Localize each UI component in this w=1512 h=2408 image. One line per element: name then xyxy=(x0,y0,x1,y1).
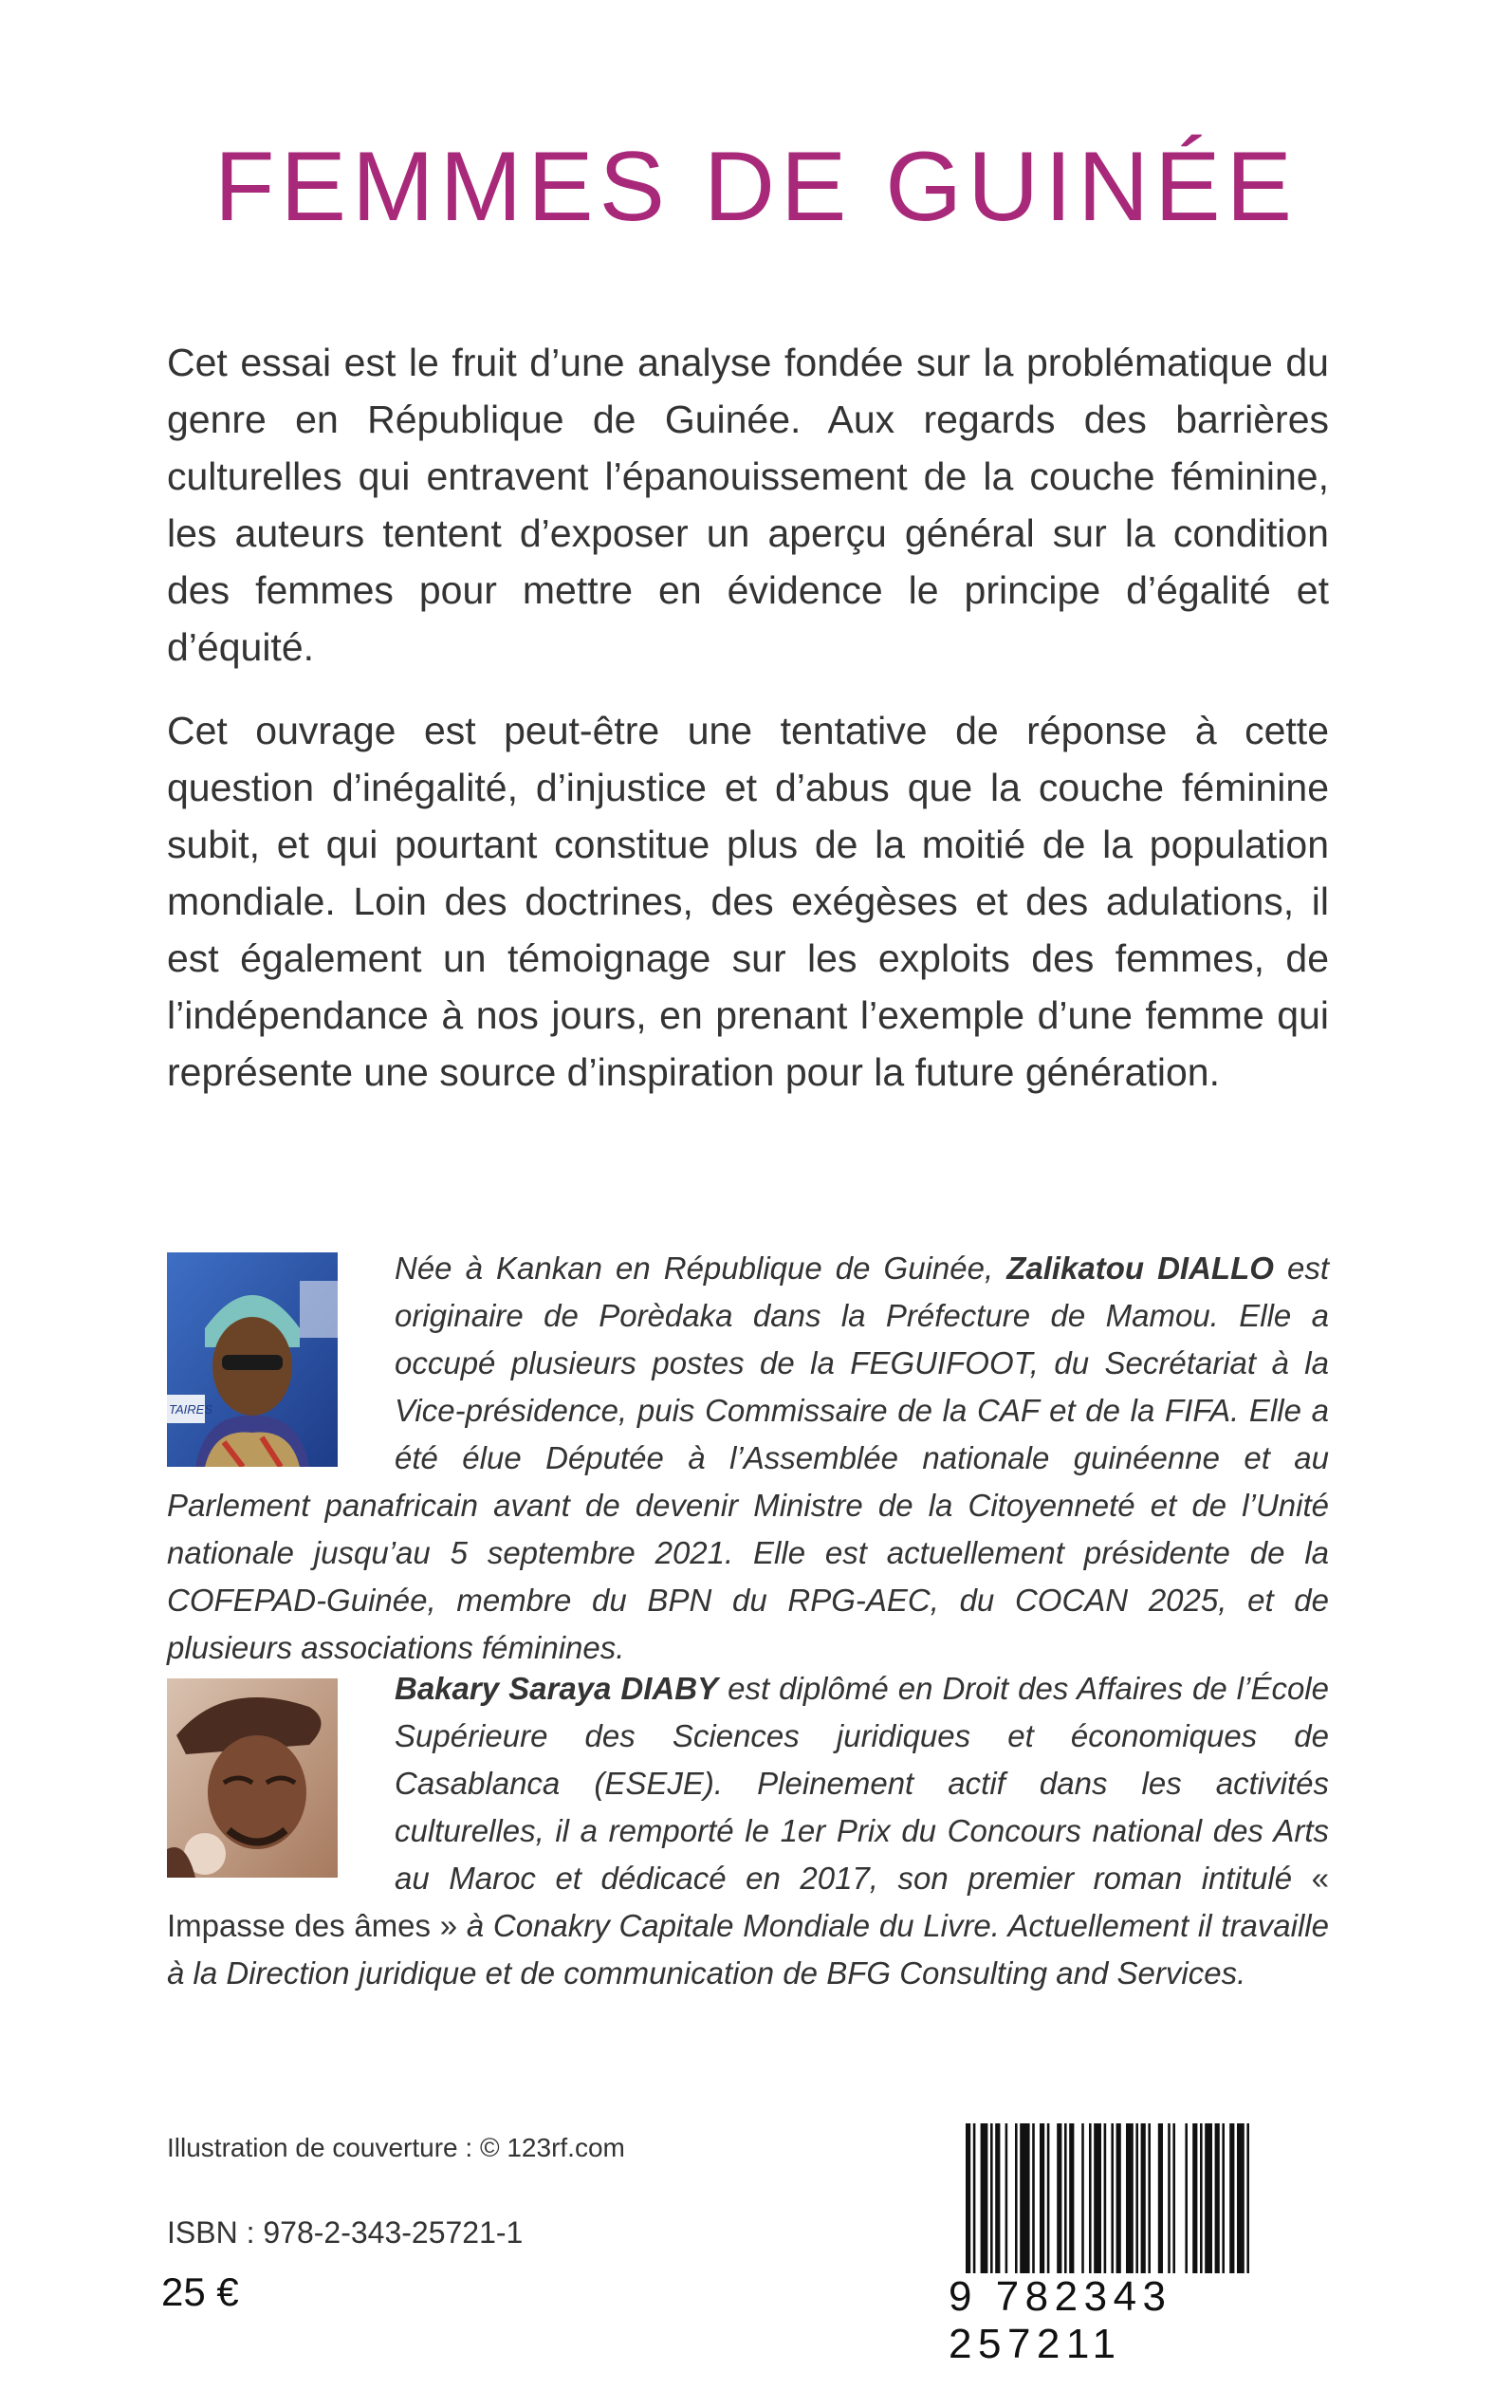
price: 25 € xyxy=(161,2269,239,2314)
isbn: ISBN : 978-2-343-25721-1 xyxy=(167,2215,524,2250)
bio-text-end: à Conakry Capitale Mondiale du Livre. Actuellement il travaille à la Direction juridique et de communication de BFG Consulting and Services. xyxy=(167,1908,1329,1991)
cover-credit: Illustration de couverture : © 123rf.com xyxy=(167,2133,625,2162)
synopsis-paragraph-1: Cet essai est le fruit d’une analyse fondée sur la problématique du genre en République de Guinée. Aux regards des barrières culturelles qui entravent l’épanouissement de la couche féminine, les auteurs tentent d’exposer un aperçu général sur la condition des femmes pour mettre en évidence le principe d’égalité et d’équité. xyxy=(167,341,1329,669)
author-name-diallo: Zalikatou DIALLO xyxy=(1006,1250,1274,1286)
photo-banner-text: TAIRES xyxy=(169,1402,212,1417)
synopsis-paragraph-2: Cet ouvrage est peut-être une tentative de réponse à cette question d’inégalité, d’injustice et d’abus que la couche féminine subit, et qui pourtant constitue plus de la moitié de la population mondiale. Loin des doctrines, des exégèses et des adulations, il est également un témoignage sur les exploits des femmes, de l’indépendance à nos jours, en prenant l’exemple d’une femme qui représente une source d’inspiration pour la future génération. xyxy=(167,709,1329,1094)
bio-text: est diplômé en Droit des Affaires de l’École Supérieure des Sciences juridiques et économiques de Casablanca (ESEJE). Pleinement actif dans les activités culturelles, il a remporté le 1er Prix du Concours national des Arts au Maroc et dédicacé en 2017, son premier roman intitulé xyxy=(395,1671,1329,1896)
author-name-diaby: Bakary Saraya DIABY xyxy=(395,1671,719,1706)
barcode-digits: 9 782343 257211 xyxy=(949,2273,1337,2368)
novel-title: « Impasse des âmes » xyxy=(167,1861,1329,1943)
synopsis xyxy=(167,334,1329,1127)
book-title: FEMMES DE GUINÉE xyxy=(214,132,1298,242)
bio-text: est originaire de Porèdaka dans la Préfecture de Mamou. Elle a occupé plusieurs postes de la FEGUIFOOT, du Secrétariat à la Vice-présidence, puis Commissaire de la CAF et de la FIFA. Elle a été élue Députée à l’Assemblée nationale guinéenne et au Parlement panafricain avant de devenir Ministre de la Citoyenneté et de l’Unité nationale jusqu’au 5 septembre 2021. Elle est actuellement présidente de la COFEPAD-Guinée, membre du BPN du RPG-AEC, du COCAN 2025, et de plusieurs associations féminines. xyxy=(167,1250,1330,1665)
author-bio-diallo xyxy=(167,1245,1329,1672)
author-photo-diallo xyxy=(167,1252,338,1467)
author-bio-diaby xyxy=(167,1665,1329,1997)
author-photo-diaby xyxy=(167,1678,338,1878)
bio-intro: Née à Kankan en République de Guinée, xyxy=(395,1250,1007,1286)
